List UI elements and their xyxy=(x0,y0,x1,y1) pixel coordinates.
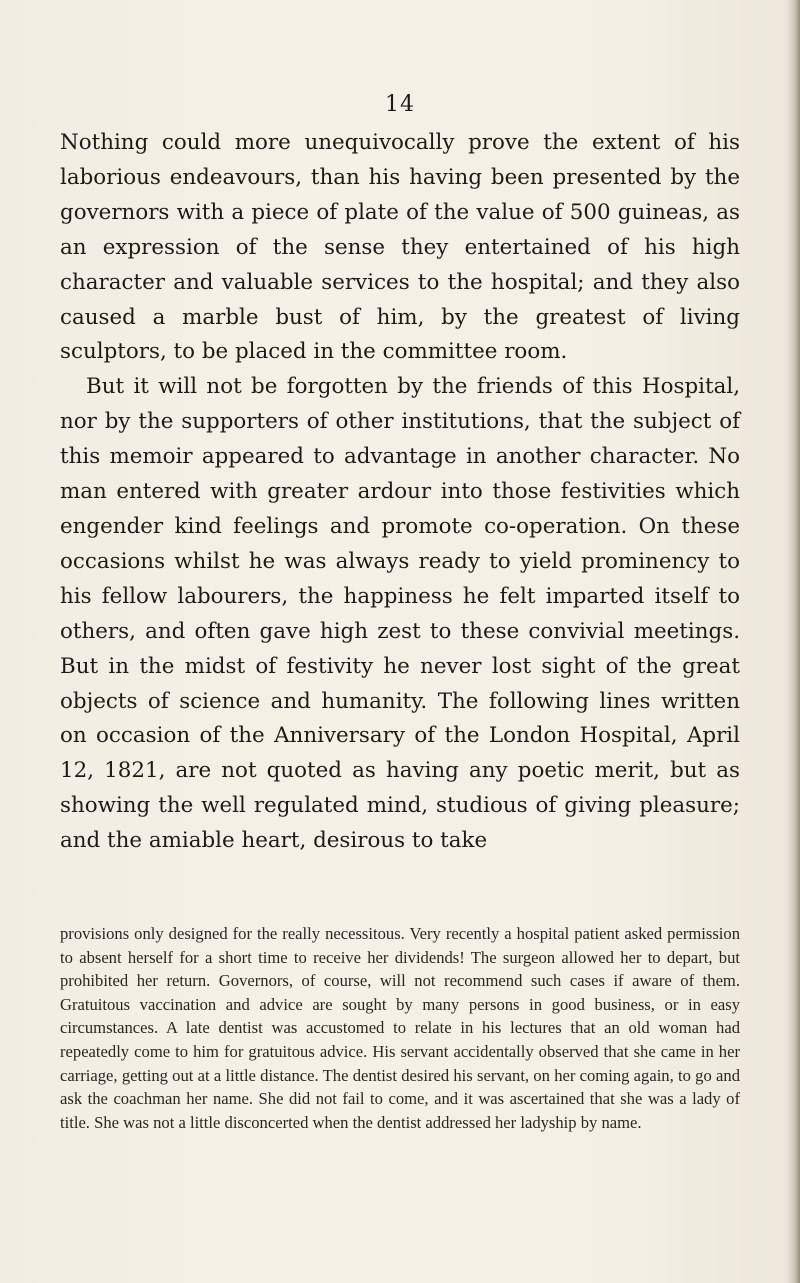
page-edge-shadow xyxy=(786,0,800,1283)
body-paragraph-2: But it will not be forgotten by the friends of this Hospital, nor by the supporters of other institutions, that the subject of this memoir appeared to advantage in another character. No man entered with greater ardour into those festivities which engender kind feelings and promote co-operation. On these occasions whilst he was always ready to yield prominency to his fellow labourers, the happiness he felt imparted itself to others, and often gave high zest to these convivial meetings. But in the midst of festivity he never lost sight of the great objects of science and humanity. The following lines written on occasion of the Anniversary of the London Hospital, April 12, 1821, are not quoted as having any poetic merit, but as showing the well regulated mind, studious of giving pleasure; and the amiable heart, desirous to take xyxy=(60,374,740,854)
main-text xyxy=(60,126,740,859)
footnote: provisions only designed for the really necessitous. Very recently a hospital patient asked permission to absent herself for a short time to receive her dividends! The surgeon allowed her to depart, but prohibited her return. Governors, of course, will not recommend such cases if aware of them. Gratuitous vaccination and advice are sought by many persons in good business, or in easy circumstances. A late dentist was accustomed to relate in his lectures that an old woman had repeatedly come to him for gratuitous advice. His servant accidentally observed that she came in her carriage, getting out at a little distance. The dentist desired his servant, on her coming again, to go and ask the coachman her name. She did not fail to come, and it was ascertained that she was a lady of title. She was not a little disconcerted when the dentist addressed her ladyship by name. xyxy=(60,924,740,1132)
page-number: 14 xyxy=(385,92,415,117)
body-paragraph-1: Nothing could more unequivocally prove the extent of his laborious endeavours, than his having been presented by the governors with a piece of plate of the value of 500 guineas, as an expression of the sense they entertained of his high character and valuable services to the hospital; and they also caused a marble bust of him, by the greatest of living sculptors, to be placed in the committee room. xyxy=(60,130,740,365)
